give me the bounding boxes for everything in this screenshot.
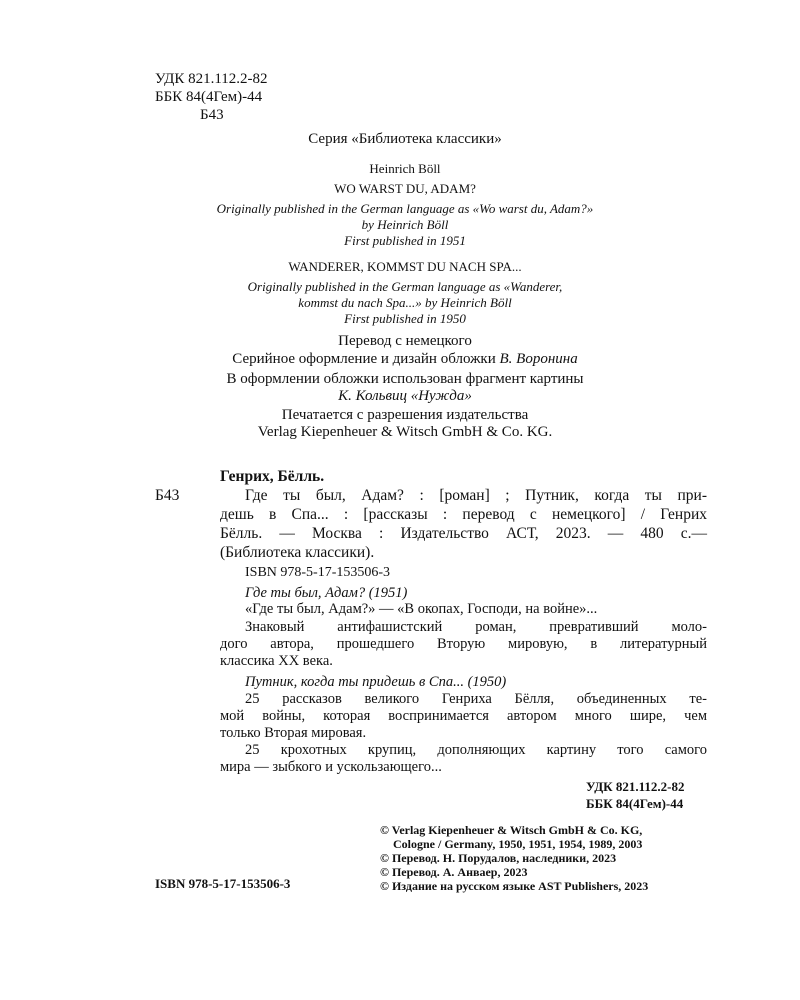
copyright-3: © Перевод. Н. Порудалов, наследники, 2023 bbox=[380, 851, 617, 865]
permission-line2: Verlag Kiepenheuer & Witsch GmbH & Co. KG. bbox=[257, 424, 553, 440]
catalog-desc-2: дешь в Спа... : [рассказы : перевод с немецкого] / Генрих bbox=[220, 506, 707, 523]
work1-line2: by Heinrich Böll bbox=[361, 217, 449, 232]
work2-line1: Originally published in the German language as «Wanderer, bbox=[247, 279, 563, 294]
catalog-work1-annotation-3: классика XX века. bbox=[220, 653, 333, 669]
catalog-work2-annotation-2: мой войны, которая воспринимается автором много шире, чем bbox=[220, 708, 707, 724]
catalog-work1-title: Где ты был, Адам? (1951) bbox=[245, 585, 408, 601]
catalog-work1-quote: «Где ты был, Адам?» — «В окопах, Господи, на войне»... bbox=[245, 601, 598, 617]
cover-note: В оформлении обложки использован фрагмент картины bbox=[226, 371, 584, 387]
catalog-work1-annotation-1: Знаковый антифашистский роман, превративший моло- bbox=[245, 619, 707, 635]
copyright-2: Cologne / Germany, 1950, 1951, 1954, 1989, 2003 bbox=[393, 837, 643, 851]
catalog-work2-annotation-5: мира — зыбкого и ускользающего... bbox=[220, 759, 442, 775]
work1-line3: First published in 1951 bbox=[344, 233, 466, 248]
author-mark: Б43 bbox=[200, 107, 224, 123]
work1-title: WO WARST DU, ADAM? bbox=[334, 181, 476, 196]
footer-isbn: ISBN 978-5-17-153506-3 bbox=[155, 876, 291, 891]
catalog-desc-1: Где ты был, Адам? : [роман] ; Путник, когда ты при- bbox=[245, 487, 707, 504]
work2-line3: First published in 1950 bbox=[344, 311, 466, 326]
copyright-1: © Verlag Kiepenheuer & Witsch GmbH & Co. KG, bbox=[380, 823, 643, 837]
series-title: Серия «Библиотека классики» bbox=[308, 131, 502, 147]
permission-line1: Печатается с разрешения издательства bbox=[281, 407, 529, 423]
work2-title: WANDERER, KOMMST DU NACH SPA... bbox=[288, 259, 522, 274]
translation-note: Перевод с немецкого bbox=[338, 333, 472, 349]
catalog-work1-annotation-2: дого автора, прошедшего Вторую мировую, в литературный bbox=[220, 636, 707, 652]
design-credit-name: В. Воронина bbox=[499, 351, 578, 367]
work2-line2: kommst du nach Spa...» by Heinrich Böll bbox=[298, 295, 512, 310]
catalog-heading: Генрих, Бёлль. bbox=[220, 468, 325, 485]
catalog-work2-annotation-4: 25 крохотных крупиц, дополняющих картину того самого bbox=[245, 742, 707, 758]
catalog-work2-annotation-3: только Вторая мировая. bbox=[220, 725, 367, 741]
catalog-work2-title: Путник, когда ты придешь в Спа... (1950) bbox=[245, 674, 507, 690]
catalog-mark: Б43 bbox=[155, 487, 180, 504]
cover-painting: К. Кольвиц «Нужда» bbox=[338, 388, 472, 404]
original-author: Heinrich Böll bbox=[369, 161, 441, 176]
catalog-desc-3: Бёлль. — Москва : Издательство АСТ, 2023. — 480 с.— bbox=[220, 525, 707, 542]
udk-code: УДК 821.112.2-82 bbox=[155, 71, 268, 87]
bbk-code: ББК 84(4Гем)-44 bbox=[155, 89, 263, 105]
catalog-udk: УДК 821.112.2-82 bbox=[586, 779, 685, 794]
design-credit-prefix: Серийное оформление и дизайн обложки bbox=[232, 351, 500, 367]
catalog-desc-4: (Библиотека классики). bbox=[220, 544, 375, 561]
work1-line1: Originally published in the German language as «Wo warst du, Adam?» bbox=[216, 201, 594, 216]
catalog-work2-annotation-1: 25 рассказов великого Генриха Бёлля, объединенных те- bbox=[245, 691, 707, 707]
catalog-isbn: ISBN 978-5-17-153506-3 bbox=[245, 565, 391, 580]
design-credit bbox=[150, 350, 660, 368]
catalog-bbk: ББК 84(4Гем)-44 bbox=[586, 796, 684, 811]
copyright-5: © Издание на русском языке AST Publishers, 2023 bbox=[380, 879, 649, 893]
copyright-4: © Перевод. А. Анваер, 2023 bbox=[380, 865, 528, 879]
